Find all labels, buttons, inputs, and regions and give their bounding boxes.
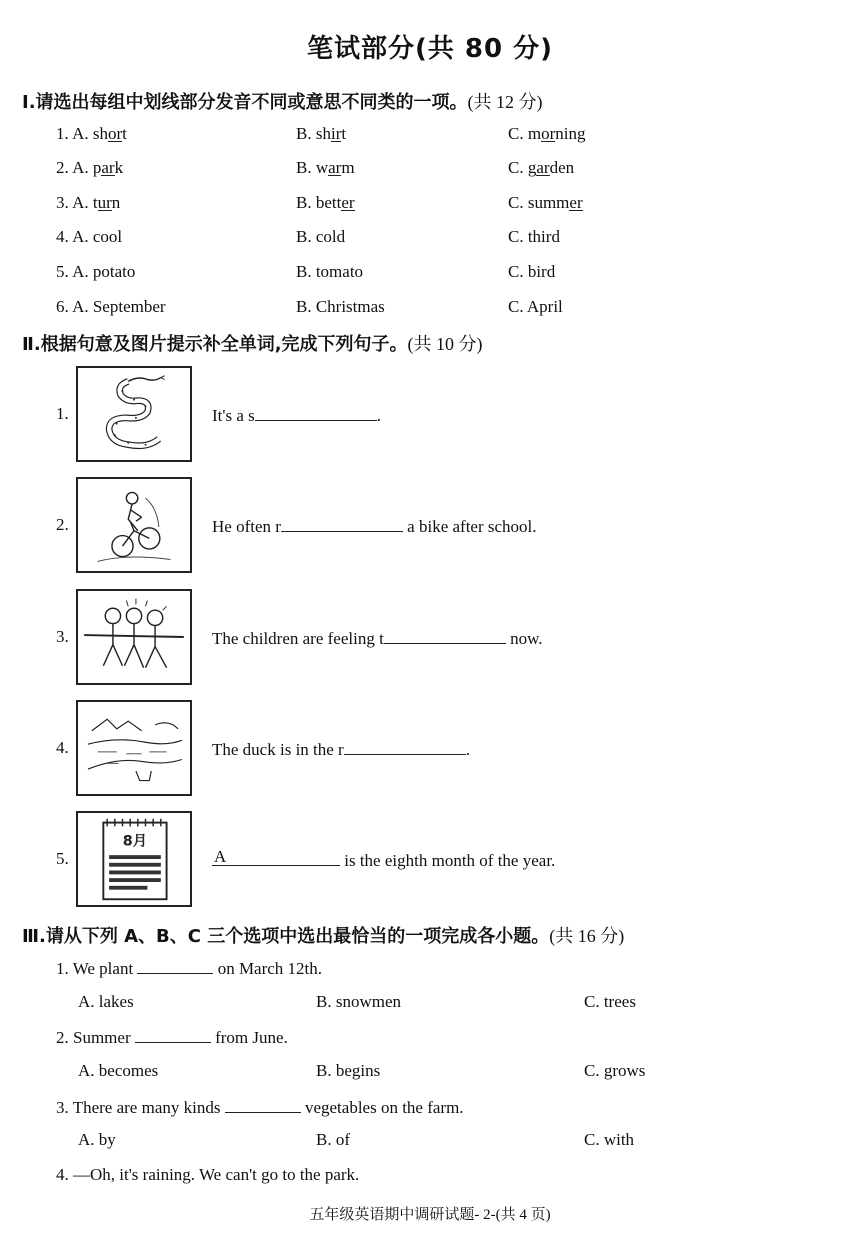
answer-blank[interactable]: A: [212, 849, 340, 866]
s1-row-2-option-b: B. warm: [296, 158, 355, 177]
s1-row-5-option-b: B. tomato: [296, 262, 364, 281]
section-2-heading: [22, 330, 483, 356]
section-2-title: Ⅱ.根据句意及图片提示补全单词,完成下列句子。: [22, 334, 408, 355]
s1-row-2-option-c: C. garden: [508, 158, 575, 177]
option-a: A. park: [72, 158, 124, 177]
option-a: A. short: [72, 124, 127, 143]
river-picture: [76, 700, 192, 796]
tug-of-war-picture: [76, 589, 192, 685]
s1-row-4: 4. A. cool: [56, 227, 123, 246]
s2-item-2-sentence: He often r a bike after school.: [212, 517, 537, 536]
question-number: 1.: [56, 124, 69, 143]
calendar-picture: [76, 811, 192, 907]
s2-item-1-sentence: It's a s .: [212, 406, 381, 425]
answer-blank[interactable]: [384, 627, 506, 644]
question-number: 3.: [56, 193, 69, 212]
s1-row-4-option-b: B. cold: [296, 227, 346, 246]
snake-icon: [78, 368, 190, 460]
s3-q3-option-a[interactable]: A. by: [78, 1130, 116, 1149]
s3-q3-option-b[interactable]: B. of: [316, 1130, 350, 1149]
s3-q2-option-a[interactable]: A. becomes: [78, 1061, 159, 1080]
s1-row-3-option-b: B. better: [296, 193, 355, 212]
s3-q2-option-c[interactable]: C. grows: [584, 1061, 646, 1080]
s2-item-3-sentence: The children are feeling t now.: [212, 629, 543, 648]
s1-row-1-option-c: C. morning: [508, 124, 586, 143]
s3-q2-option-b[interactable]: B. begins: [316, 1061, 381, 1080]
s3-q1-option-b[interactable]: B. snowmen: [316, 992, 401, 1011]
s1-row-1: [56, 124, 127, 144]
s2-item-4-sentence: The duck is in the r .: [212, 740, 470, 759]
answer-blank[interactable]: [255, 404, 377, 421]
river-icon: [78, 702, 190, 794]
s3-question-4: 4. —Oh, it's raining. We can't go to the park.: [56, 1165, 360, 1184]
s1-row-2: [56, 158, 123, 178]
s2-item-4-number: 4.: [56, 738, 69, 757]
section-1-points: (共 12 分): [467, 92, 543, 112]
s3-question-2: 2. Summer from June.: [56, 1028, 288, 1047]
answer-blank[interactable]: [135, 1026, 211, 1043]
s1-row-1-option-b: B. shirt: [296, 124, 347, 143]
question-number: 2.: [56, 158, 69, 177]
option-a: A. potato: [72, 262, 136, 281]
s1-row-3: [56, 193, 120, 213]
s3-q1-option-a[interactable]: A. lakes: [78, 992, 134, 1011]
s1-row-5-option-c: C. bird: [508, 262, 556, 281]
s1-row-5: 5. A. potato: [56, 262, 136, 281]
answer-blank[interactable]: [344, 738, 466, 755]
s3-q1-option-c[interactable]: C. trees: [584, 992, 636, 1011]
s2-item-5-number: 5.: [56, 849, 69, 868]
section-2-points: (共 10 分): [407, 334, 483, 354]
s2-item-5-sentence: A is the eighth month of the year.: [214, 847, 556, 870]
cyclist-picture: [76, 477, 192, 573]
calendar-month-label: 8月: [122, 833, 148, 850]
bicycle-icon: [78, 479, 190, 571]
page-title: 笔试部分(共 80 分): [306, 34, 554, 64]
section-3-points: (共 16 分): [549, 926, 625, 946]
s2-item-1-number: 1.: [56, 404, 69, 423]
s1-row-6: 6. A. September: [56, 297, 166, 316]
option-a: A. turn: [72, 193, 121, 212]
children-icon: [78, 591, 190, 683]
answer-blank[interactable]: [225, 1096, 301, 1113]
section-3-heading: [22, 922, 624, 948]
s3-question-3: 3. There are many kinds vegetables on the farm.: [56, 1098, 464, 1117]
option-a: A. cool: [72, 227, 123, 246]
section-1-heading: [22, 88, 543, 114]
s3-question-1: 1. We plant on March 12th.: [56, 959, 323, 978]
page-footer: 五年级英语期中调研试题- 2-(共 4 页): [309, 1207, 551, 1223]
s1-row-6-option-c: C. April: [508, 297, 563, 316]
snake-picture: [76, 366, 192, 462]
s1-row-4-option-c: C. third: [508, 227, 560, 246]
section-1-title: Ⅰ.请选出每组中划线部分发音不同或意思不同类的一项。: [22, 92, 468, 113]
s2-item-3-number: 3.: [56, 627, 69, 646]
section-3-title: Ⅲ.请从下列 A、B、C 三个选项中选出最恰当的一项完成各小题。: [22, 926, 550, 947]
s3-q3-option-c[interactable]: C. with: [584, 1130, 635, 1149]
answer-blank[interactable]: [137, 957, 213, 974]
s2-item-2-number: 2.: [56, 515, 69, 534]
s1-row-6-option-b: B. Christmas: [296, 297, 385, 316]
calendar-icon: [78, 813, 190, 905]
option-a: A. September: [72, 297, 166, 316]
s1-row-3-option-c: C. summer: [508, 193, 583, 212]
answer-blank[interactable]: [281, 515, 403, 532]
